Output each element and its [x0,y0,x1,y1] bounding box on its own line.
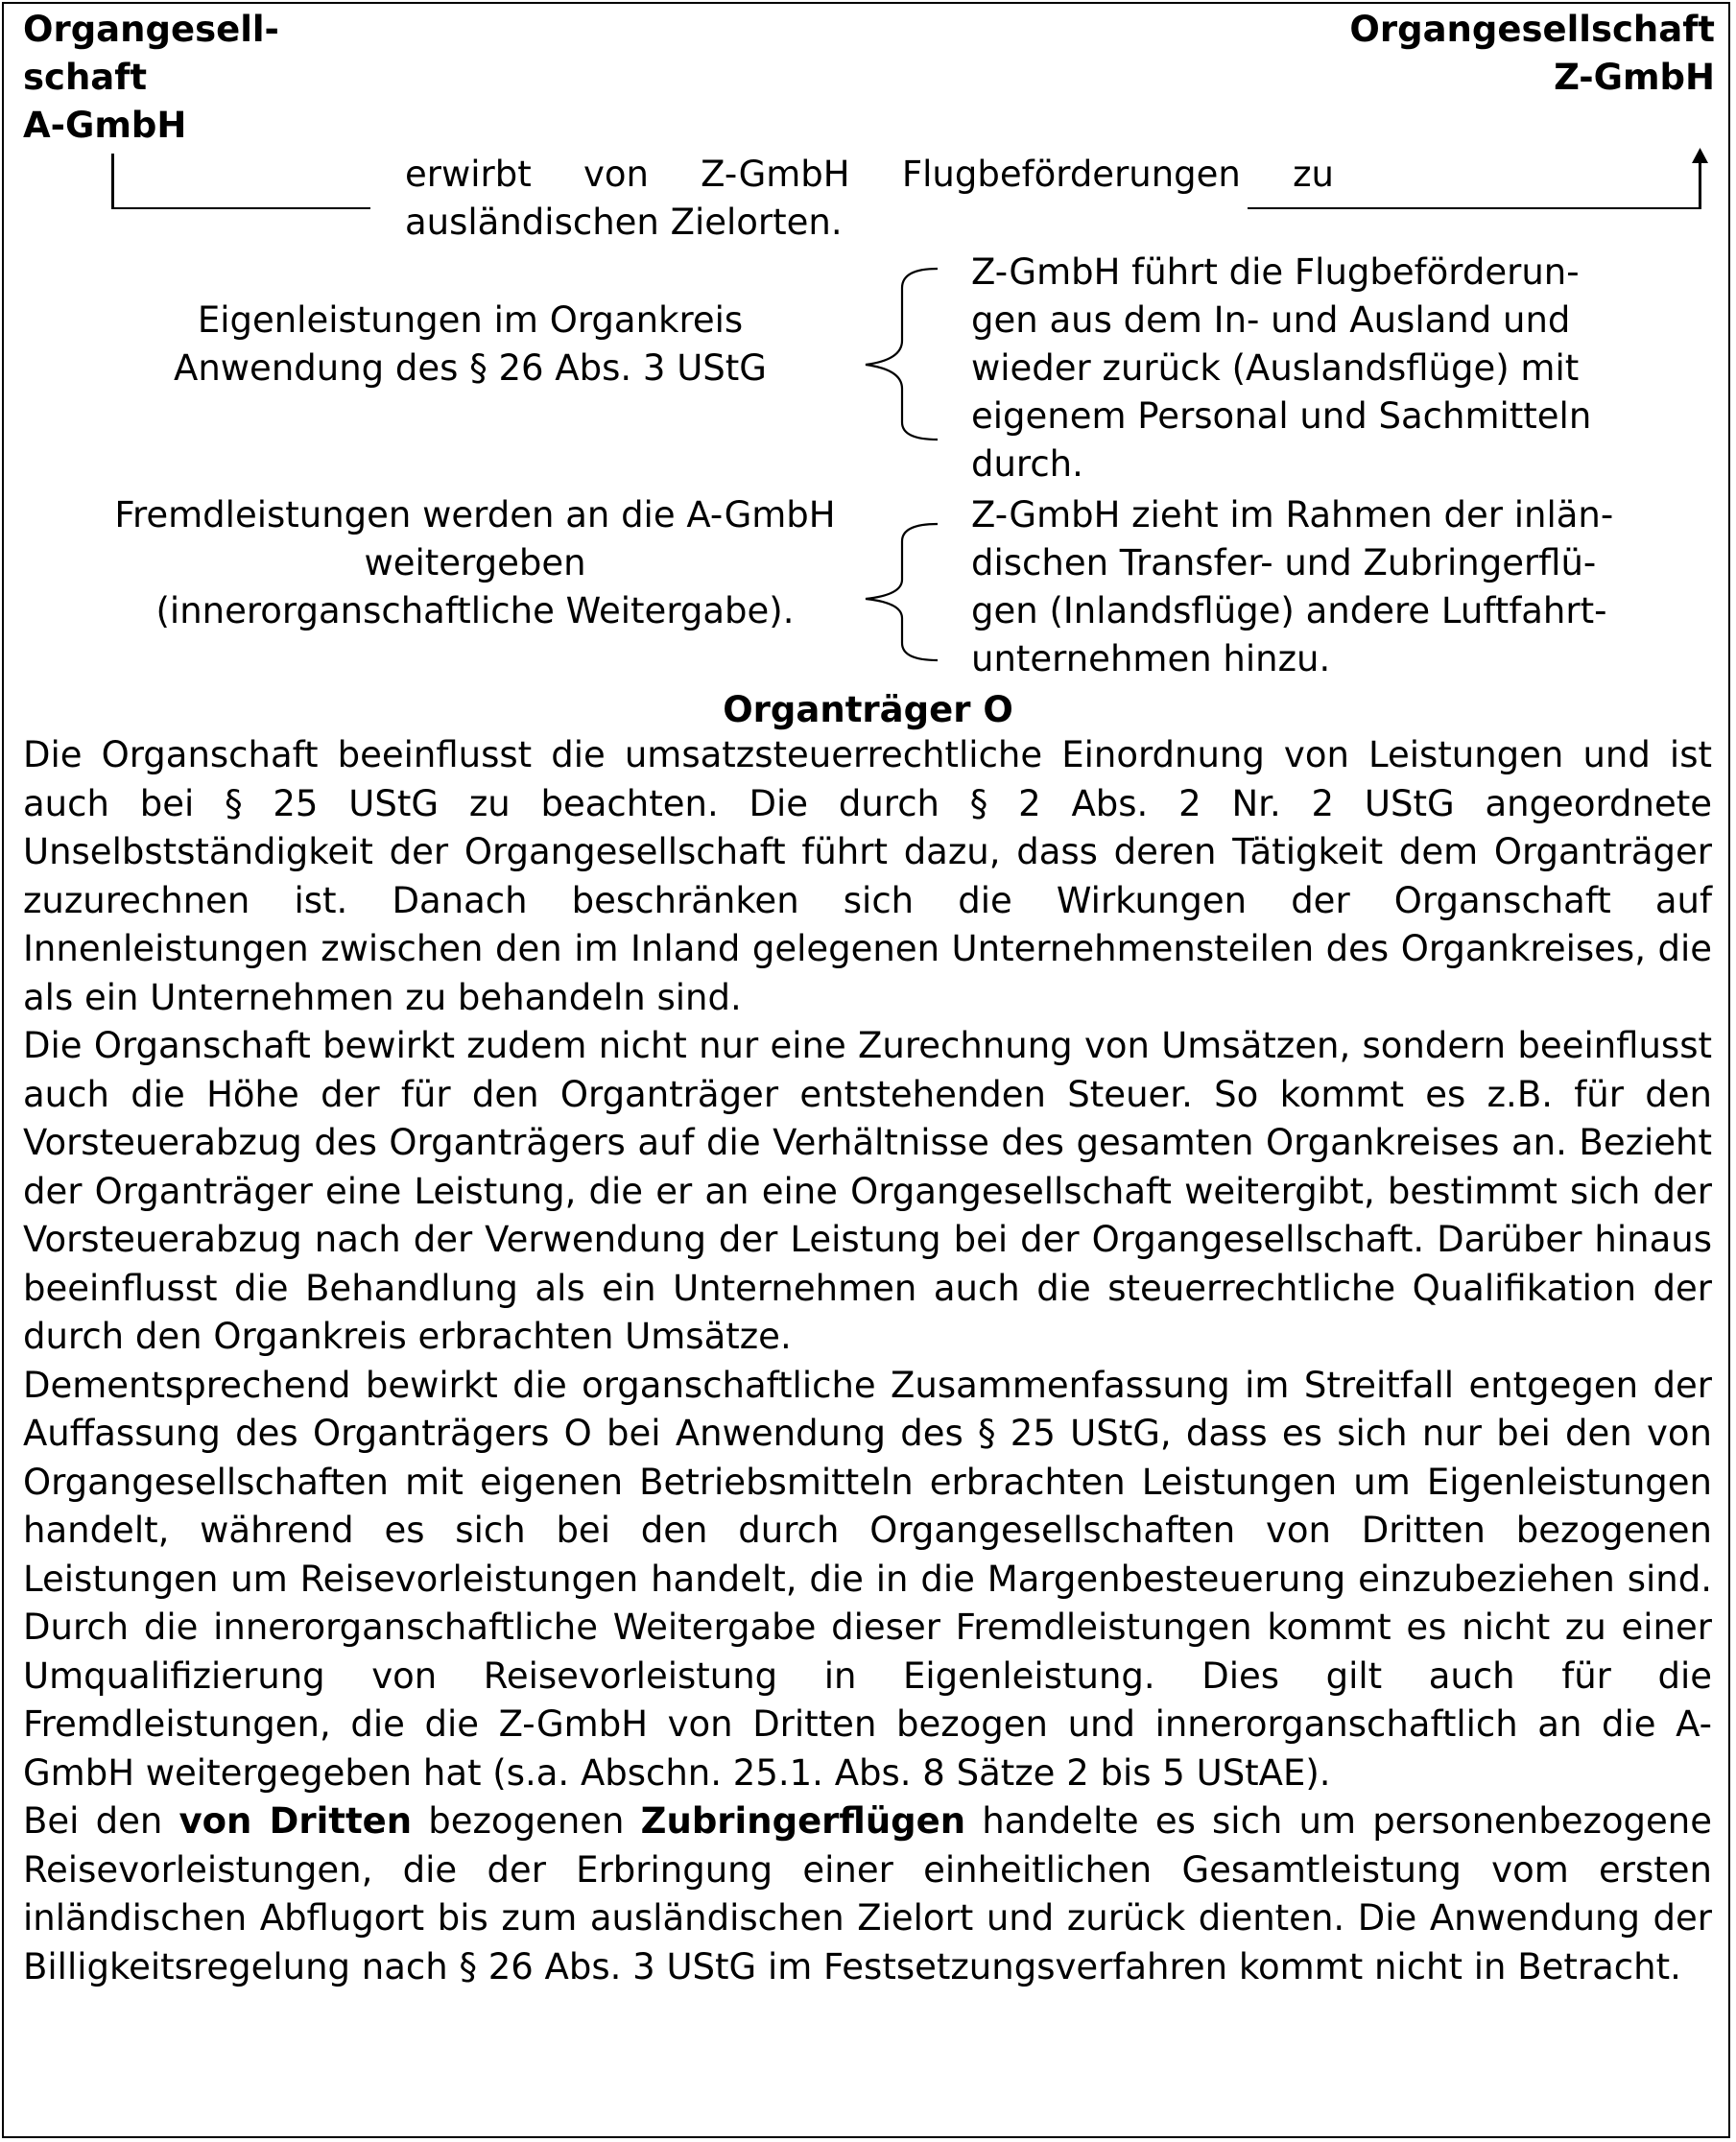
curly-brace-icon [844,482,940,664]
arrowhead-up-icon [1691,148,1710,167]
paragraph-text: handelte es sich um personenbezogene Reisevorleistungen, die der Erbringung einer einheitlichen Gesamtleistung vom ersten inländischen Abflugort bis zum ausländischen Zielort und zurück dienten. Die Anwendung der Billigkeitsregelung nach § 26 Abs. 3 UStG im Festsetzungsverfahren kommt nicht in Betracht. [23,1800,1713,1987]
group2-desc-line: dischen Transfer- und Zubringerflü- [971,542,1597,583]
left-entity-line: schaft [23,57,148,98]
group1-description [971,249,1700,488]
group1-desc-line: Z-GmbH führt die Flugbeförderun- [971,251,1580,293]
group2-label [38,491,912,635]
bottom-entity-label: Organträger O [723,689,1013,730]
group1-desc-line: wieder zurück (Auslandsflüge) mit [971,347,1580,389]
relation-line: erwirbt von Z-GmbH Flugbeförderungen zu [405,154,1334,195]
right-entity-line: Z-GmbH [1554,57,1715,98]
group1-desc-line: eigenem Personal und Sachmitteln [971,395,1592,437]
group2-desc-line: Z-GmbH zieht im Rahmen der inlän- [971,494,1614,536]
paragraph: Die Organschaft beeinflusst die umsatzsteuerrechtliche Einordnung von Leistungen und ist auch bei § 25 UStG zu beachten. Die durch § 2 Abs. 2 Nr. 2 UStG angeordnete Unselbstständigkeit der Organgesellschaft führt dazu, dass deren Tätigkeit dem Organträger zuzurechnen ist. Danach beschränken sich die Wirkungen der Organschaft auf Innenleistungen zwischen den im Inland gelegenen Unternehmensteilen des Organkreises, die als ein Unternehmen zu behandeln sind. [23,734,1712,1018]
paragraph [23,1797,1712,1991]
bold-phrase: von Dritten [178,1800,413,1842]
paragraph-text: bezogenen [412,1800,641,1842]
group1-label [86,297,854,393]
left-entity-label [23,6,279,150]
relation-text [405,151,1334,247]
group2-label-line: (innerorganschaftliche Weitergabe). [155,590,795,631]
group1-desc-line: gen aus dem In- und Ausland und [971,299,1571,341]
paragraph-text: Bei den [23,1800,179,1842]
group1-label-line: Anwendung des § 26 Abs. 3 UStG [174,347,767,389]
left-connector-horizontal [111,207,370,209]
right-entity-line: Organgesellschaft [1349,9,1715,50]
group1-label-line: Eigenleistungen im Organkreis [197,299,744,341]
group2-description [971,491,1715,683]
left-entity-line: Organgesell- [23,9,279,50]
paragraph: Dementsprechend bewirkt die organschaftliche Zusammenfassung im Streitfall entgegen der Auffassung des Organträgers O bei Anwendung des § 25 UStG, dass es sich nur bei den von Organgesellschaften mit eigenen Betriebsmitteln erbrachten Leistungen um Eigenleistungen handelt, während es sich bei den durch Organgesellschaften von Dritten bezogenen Leistungen um Reisevorleistungen handelt, die in die Margenbesteuerung einzubeziehen sind. Durch die innerorganschaftliche Weitergabe dieser Fremdleistungen kommt es nicht zu einer Umqualifizierung von Reisevorleistung in Eigenleistung. Dies gilt auch für die Fremdleistungen, die die Z-GmbH von Dritten bezogen und innerorganschaftlich an die A-GmbH weitergegeben hat (s.a. Abschn. 25.1. Abs. 8 Sätze 2 bis 5 UStAE). [23,1364,1712,1794]
relation-line: ausländischen Zielorten. [405,202,843,243]
body-text [23,731,1712,1991]
left-entity-line: A-GmbH [23,105,187,146]
group2-label-line: Fremdleistungen werden an die A-GmbH [114,494,836,536]
bold-phrase: Zubringerflügen [640,1800,966,1842]
group2-desc-line: gen (Inlandsflüge) andere Luftfahrt- [971,590,1607,631]
group1-desc-line: durch. [971,443,1083,485]
right-entity-label [1349,6,1715,102]
group2-label-line: weitergeben [364,542,586,583]
left-connector-vertical [111,154,114,209]
paragraph: Die Organschaft bewirkt zudem nicht nur eine Zurechnung von Umsätzen, sondern beeinflusst auch die Höhe der für den Organträger entstehenden Steuer. So kommt es z.B. für den Vorsteuerabzug des Organträgers auf die Verhältnisse des gesamten Organkreises an. Bezieht der Organträger eine Leistung, die er an eine Organgesellschaft weitergibt, bestimmt sich der Vorsteuerabzug nach der Verwendung der Leistung bei der Organgesellschaft. Darüber hinaus beeinflusst die Behandlung als ein Unternehmen auch die steuerrechtliche Qualifikation der durch den Organkreis erbrachten Umsätze. [23,1025,1712,1357]
curly-brace-icon [844,259,940,441]
group2-desc-line: unternehmen hinzu. [971,638,1331,679]
